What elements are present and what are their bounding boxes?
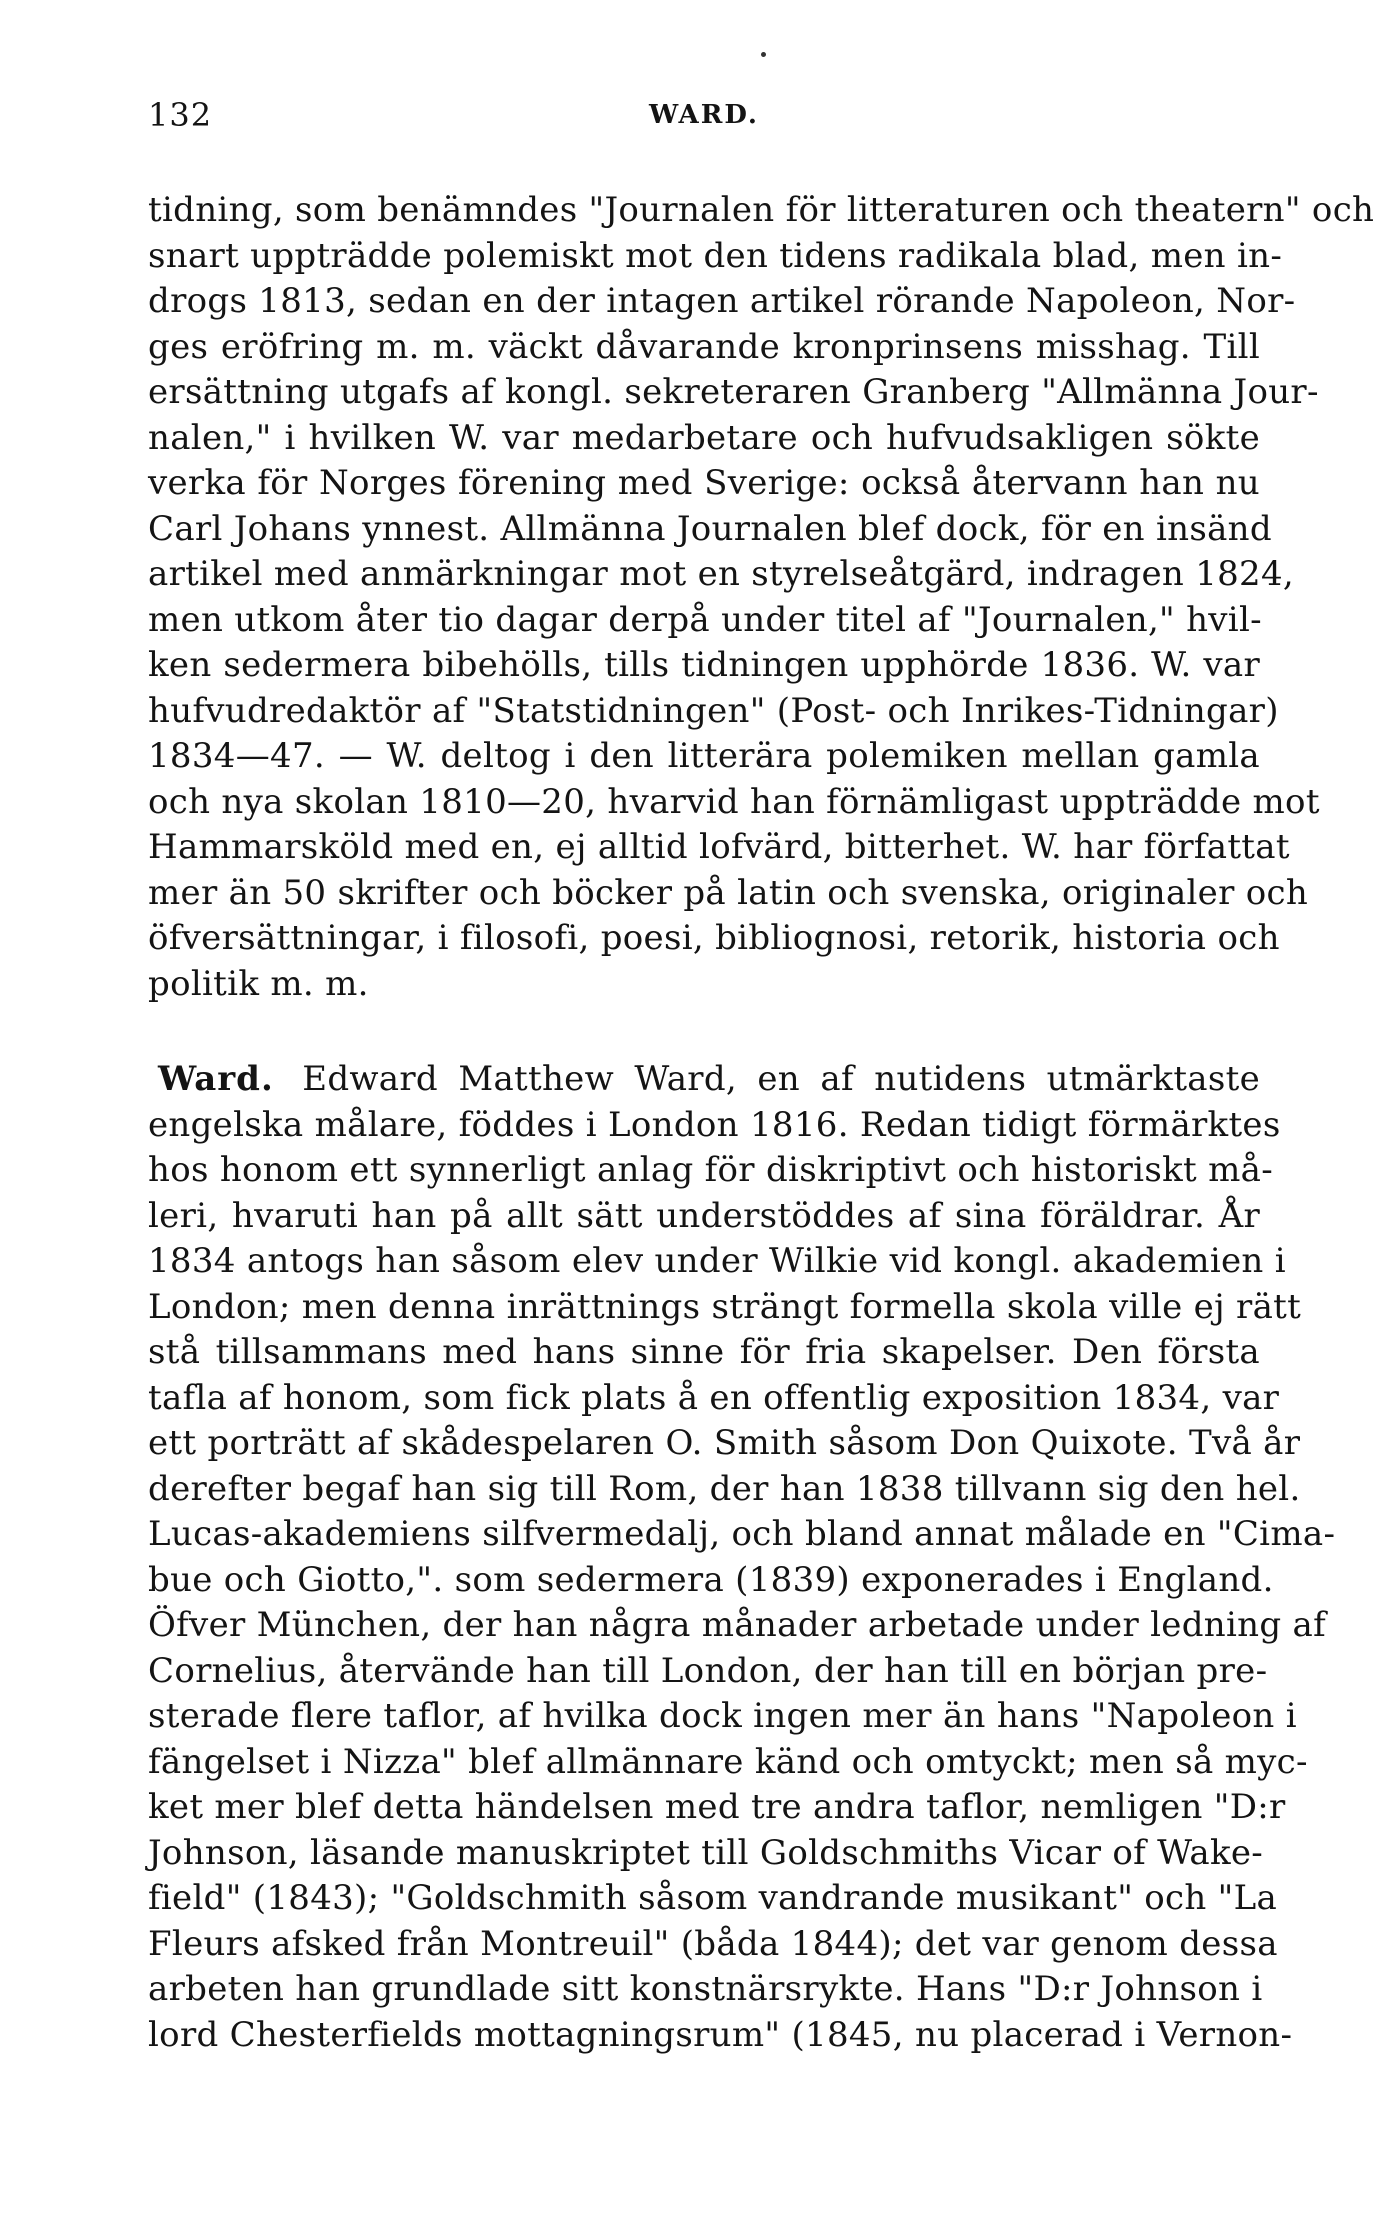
entry-first-line-text: Edward Matthew Ward, en af nutidens utmärktaste xyxy=(302,1059,1260,1099)
text-line: bue och Giotto,". som sedermera (1839) exponerades i England. xyxy=(148,1559,1274,1600)
text-line: field" (1843); "Goldschmith såsom vandrande musikant" och "La xyxy=(148,1878,1278,1918)
text-line: snart uppträdde polemiskt mot den tidens radikala blad, men in- xyxy=(148,235,1283,276)
text-line: drogs 1813, sedan en der intagen artikel rörande Napoleon, Nor- xyxy=(148,281,1296,321)
text-line: Cornelius, återvände han till London, der han till en början pre- xyxy=(148,1650,1268,1691)
entry-headword: Ward. xyxy=(158,1059,274,1099)
text-line: stå tillsammans med hans sinne för fria skapelser. Den första xyxy=(148,1332,1260,1372)
text-line: tafla af honom, som fick plats å en offentlig exposition 1834, var xyxy=(148,1377,1280,1418)
text-line: Hammarsköld med en, ej alltid lofvärd, bitterhet. W. har författat xyxy=(148,827,1290,867)
text-line: öfversättningar, i filosofi, poesi, bibliognosi, retorik, historia och xyxy=(148,918,1280,958)
text-line: Johnson, läsande manuskriptet till Goldschmiths Vicar of Wake- xyxy=(148,1832,1264,1873)
text-line: mer än 50 skrifter och böcker på latin och svenska, originaler och xyxy=(148,872,1309,913)
paragraph-spacer xyxy=(148,1007,1260,1057)
text-line: fängelset i Nizza" blef allmännare känd och omtyckt; men så myc- xyxy=(148,1741,1308,1782)
text-line: arbeten han grundlade sitt konstnärsrykte. Hans "D:r Johnson i xyxy=(148,1969,1263,2009)
text-line: men utkom åter tio dagar derpå under titel af "Journalen," hvil- xyxy=(148,599,1262,640)
text-line: ken sedermera bibehölls, tills tidningen upphörde 1836. W. var xyxy=(148,645,1260,685)
text-line: Fleurs afsked från Montreuil" (båda 1844); det var genom dessa xyxy=(148,1923,1278,1964)
text-line: artikel med anmärkningar mot en styrelseåtgärd, indragen 1824, xyxy=(148,554,1295,594)
running-head: WARD. xyxy=(649,100,759,130)
text-line: politik m. m. xyxy=(148,963,369,1004)
text-line: ket mer blef detta händelsen med tre andra taflor, nemligen "D:r xyxy=(148,1787,1286,1827)
text-line: verka för Norges förening med Sverige: också återvann han nu xyxy=(148,463,1260,503)
text-line: lord Chesterfields mottagningsrum" (1845, nu placerad i Vernon- xyxy=(148,2014,1293,2055)
text-line: ett porträtt af skådespelaren O. Smith såsom Don Quixote. Två år xyxy=(148,1423,1301,1463)
text-line: Carl Johans ynnest. Allmänna Journalen blef dock, för en insänd xyxy=(148,508,1272,549)
text-line: hos honom ett synnerligt anlag för diskriptivt och historiskt må- xyxy=(148,1150,1273,1190)
page-number: 132 xyxy=(148,96,213,134)
text-line: sterade flere taflor, af hvilka dock ingen mer än hans "Napoleon i xyxy=(148,1696,1297,1736)
ink-speck xyxy=(761,52,766,57)
text-line: ges eröfring m. m. väckt dåvarande kronprinsens misshag. Till xyxy=(148,326,1260,367)
text-line: tidning, som benämndes "Journalen för litteraturen och theatern" och xyxy=(148,190,1375,230)
entry-first-line xyxy=(148,1057,1260,1103)
text-line: nalen," i hvilken W. var medarbetare och hufvudsakligen sökte xyxy=(148,417,1260,458)
book-page xyxy=(148,96,1375,2058)
paragraph-olof-ward-continued xyxy=(148,188,1375,1007)
text-line: hufvudredaktör af "Statstidningen" (Post- och Inrikes-Tidningar) xyxy=(148,690,1279,731)
text-line: 1834—47. — W. deltog i den litterära polemiken mellan gamla xyxy=(148,736,1260,776)
text-line: London; men denna inrättnings strängt formella skola ville ej rätt xyxy=(148,1286,1302,1327)
text-line: 1834 antogs han såsom elev under Wilkie vid kongl. akademien i xyxy=(148,1241,1286,1281)
text-line: derefter begaf han sig till Rom, der han 1838 tillvann sig den hel. xyxy=(148,1468,1301,1509)
text-line: ersättning utgafs af kongl. sekreteraren Granberg "Allmänna Jour- xyxy=(148,372,1319,412)
text-line: Öfver München, der han några månader arbetade under ledning af xyxy=(148,1605,1326,1645)
text-line: engelska målare, föddes i London 1816. Redan tidigt förmärktes xyxy=(148,1104,1281,1145)
text-line: Lucas-akademiens silfvermedalj, och bland annat målade en "Cima- xyxy=(148,1514,1336,1554)
page-header xyxy=(148,96,1260,144)
text-line: leri, hvaruti han på allt sätt understöddes af sina föräldrar. År xyxy=(148,1195,1260,1236)
entry-edward-matthew-ward xyxy=(148,1057,1336,2058)
text-line: och nya skolan 1810—20, hvarvid han förnämligast uppträdde mot xyxy=(148,781,1320,822)
